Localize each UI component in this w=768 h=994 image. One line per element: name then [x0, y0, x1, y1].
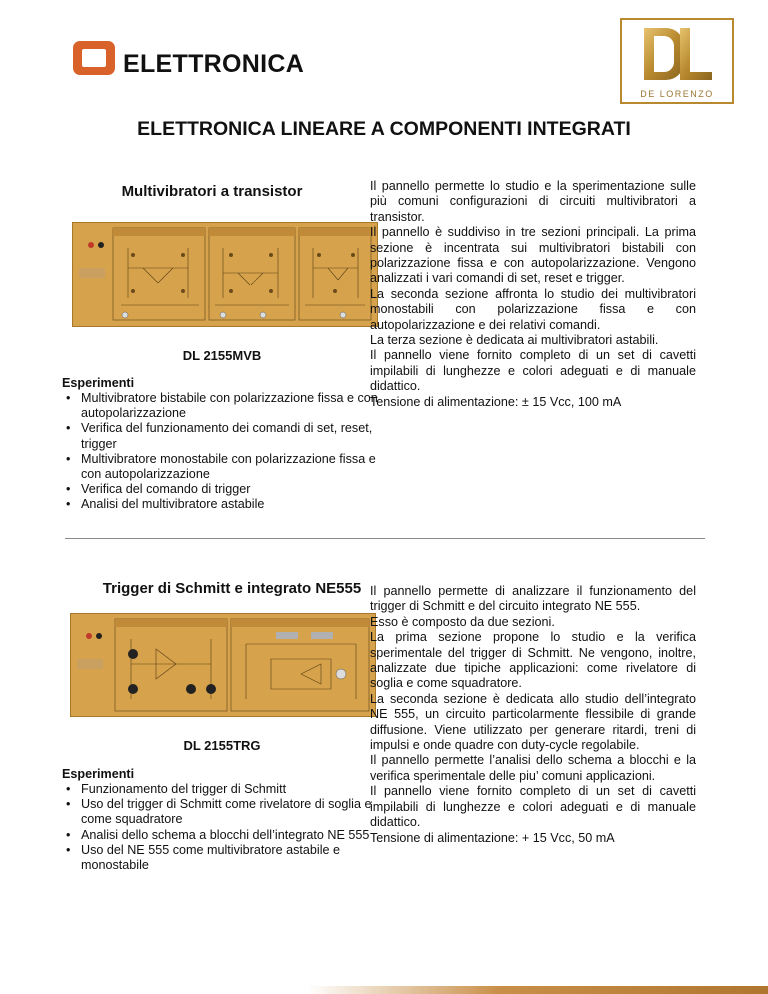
paragraph: Il pannello viene fornito completo di un set di cavetti impilabili di lunghezze e colori adeguati e di manuale didattico.: [370, 784, 696, 830]
paragraph: Il pannello è suddiviso in tre sezioni principali. La prima sezione è incentrata sui multivibratori bistabili con polarizzazione fissa e con autopolarizzazione. Vengono analizzati i vari comandi di set, reset e trigger.: [370, 225, 696, 286]
paragraph: La terza sezione è dedicata ai multivibratori astabili.: [370, 333, 659, 348]
logo-text: DE LORENZO: [640, 89, 714, 99]
de-lorenzo-logo: [620, 18, 734, 104]
paragraph: La seconda sezione affronta lo studio dei multivibratori monostabili con polarizzazione fissa e con autopolarizzazione e dei relativi comandi.: [370, 286, 696, 332]
list-item: • Analisi dello schema a blocchi dell’integrato NE 555: [62, 828, 380, 843]
list-item: • Multivibratore bistabile con polarizzazione fissa e con autopolarizzazione: [62, 391, 380, 421]
paragraph: La prima sezione propone lo studio e la verifica sperimentale del trigger di Schmitt. Ne vengono, inoltre, analizzate due tipiche applicazioni: come rivelatore di soglia e come squadratore.: [370, 630, 696, 691]
product-image-dl2155trg: [70, 613, 376, 717]
experiments-heading: Esperimenti: [62, 767, 135, 781]
list-item: • Uso del trigger di Schmitt come rivelatore di soglia e come squadratore: [62, 797, 380, 827]
paragraph: Il pannello permette l’analisi dello schema a blocchi e la verifica sperimentale delle piu’ comuni applicazioni.: [370, 753, 696, 783]
list-item: • Uso del NE 555 come multivibratore astabile e monostabile: [62, 843, 380, 873]
section-description: [370, 179, 696, 410]
paragraph: Tensione di alimentazione: ± 15 Vcc, 100 mA: [370, 394, 622, 409]
paragraph: Esso è composto da due sezioni.: [370, 614, 555, 629]
list-item: • Analisi del multivibratore astabile: [62, 497, 380, 512]
chip-icon: [73, 41, 115, 75]
list-item: • Multivibratore monostabile con polarizzazione fissa e con autopolarizzazione: [62, 452, 380, 482]
paragraph: Il pannello viene fornito completo di un set di cavetti impilabili di lunghezze e colori adeguati e di manuale didattico.: [370, 348, 696, 394]
product-model: DL 2155TRG: [183, 738, 261, 753]
footer-bar: [0, 986, 768, 994]
header-title: ELETTRONICA: [123, 50, 305, 78]
main-title: ELETTRONICA LINEARE A COMPONENTI INTEGRATI: [137, 118, 631, 140]
section-divider: [65, 538, 705, 539]
paragraph: La seconda sezione è dedicata allo studio dell’integrato NE 555, un circuito particolarmente flessibile di grande diffusione. Viene utilizzato per generare ritardi, treni di impulsi e onde quadre con duty-cycle regolabile.: [370, 691, 696, 753]
experiments-list: [62, 782, 380, 873]
list-item: • Verifica del funzionamento dei comandi di set, reset, trigger: [62, 421, 380, 451]
product-model: DL 2155MVB: [182, 348, 262, 363]
experiments-heading: Esperimenti: [62, 376, 135, 390]
list-item: • Verifica del comando di trigger: [62, 482, 380, 497]
paragraph: Tensione di alimentazione: + 15 Vcc, 50 mA: [370, 830, 615, 845]
experiments-list: [62, 391, 380, 513]
section-title: Multivibratori a transistor: [121, 183, 303, 200]
list-item: • Funzionamento del trigger di Schmitt: [62, 782, 380, 797]
section-title: Trigger di Schmitt e integrato NE555: [102, 580, 362, 597]
paragraph: Il pannello permette di analizzare il funzionamento del trigger di Schmitt e del circuito integrato NE 555.: [370, 584, 696, 614]
paragraph: Il pannello permette lo studio e la sperimentazione sulle più comuni configurazioni di circuiti multivibratori a transistor.: [370, 179, 696, 224]
section-description: [370, 584, 696, 846]
product-image-dl2155mvb: [72, 222, 378, 327]
